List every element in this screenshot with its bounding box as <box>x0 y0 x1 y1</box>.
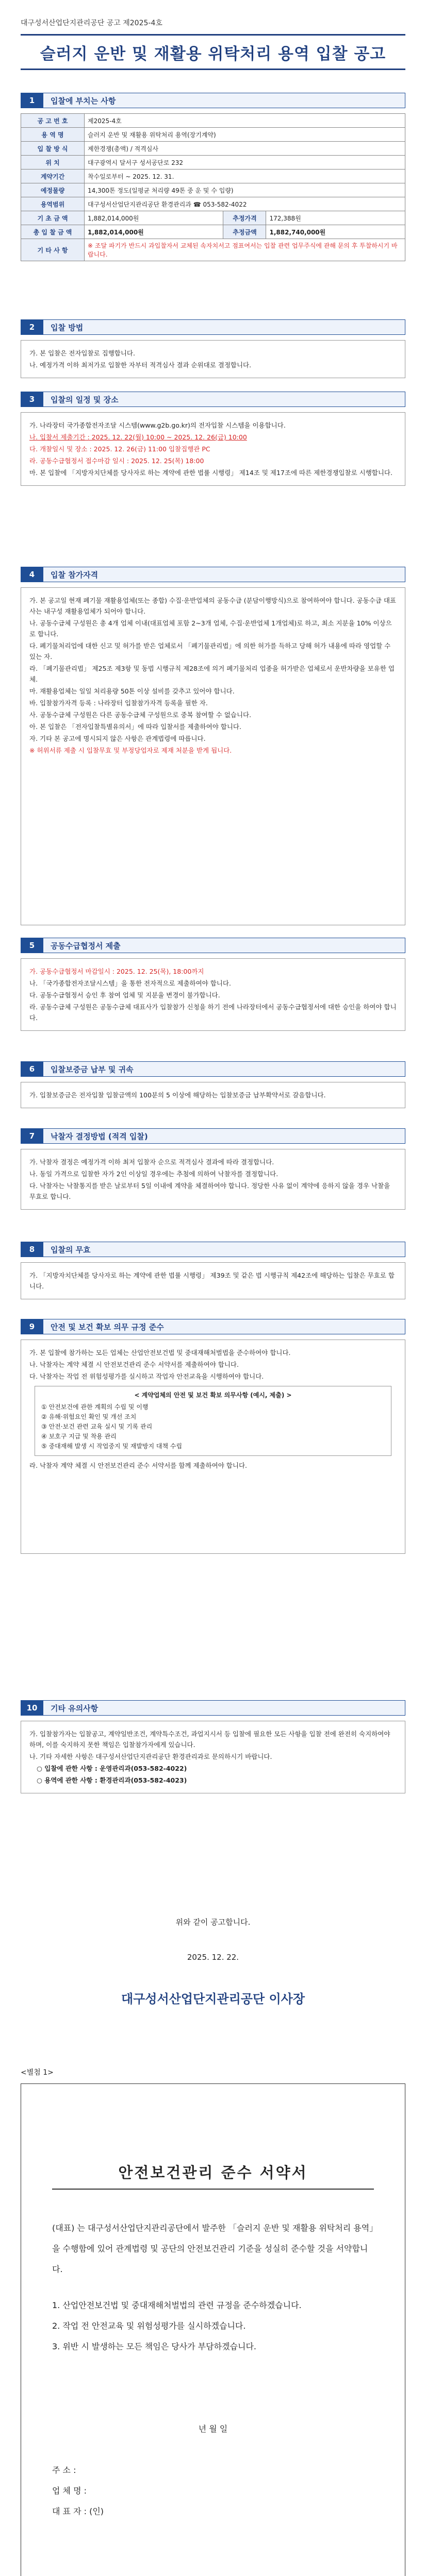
section-title: 입찰 방법 <box>43 319 405 335</box>
table-key: 공 고 번 호 <box>21 114 85 128</box>
text-line: 자. 기타 본 공고에 명시되지 않은 사항은 관계법령에 따릅니다. <box>29 735 206 742</box>
contact-line: ○ 용역에 관한 사항 : 환경관리과(053-582-4023) <box>37 1776 187 1784</box>
table-value: 제2025-4호 <box>85 114 405 128</box>
section-number: 4 <box>21 567 43 582</box>
section-number: 6 <box>21 1061 43 1077</box>
form-field-address: 주 소 : <box>52 2465 76 2475</box>
table-key: 예정물량 <box>21 183 85 197</box>
text-line: 다. 폐기물처리업에 대한 신고 및 허가를 받은 업체로서 「폐기물관리법」에 의한 허가를 득하고 당해 허가 내용에 따라 영업할 수 있는 자. <box>29 642 391 660</box>
section-number: 8 <box>21 1242 43 1257</box>
text-line: 마. 본 입찰에 「지방자치단체를 당사자로 하는 계약에 관한 법률 시행령」 제14조 및 제17조에 따른 제한경쟁입찰로 시행합니다. <box>29 469 392 477</box>
table-value: 14,300톤 정도(일평균 처리량 49톤 중 운 및 수 입량) <box>85 183 405 197</box>
text-line: ※ 허위서류 제출 시 입찰무효 및 부정당업자로 제재 처분을 받게 됩니다. <box>29 747 232 754</box>
text-line: 나. 「국가종합전자조달시스템」을 통한 전자적으로 제출하여야 합니다. <box>29 979 231 987</box>
text-line: 라. 공동수급협정서 접수마감 일시 : 2025. 12. 25(목) 18:00 <box>29 457 204 465</box>
table-key: 입 찰 방 식 <box>21 142 85 156</box>
table-key: 기 타 사 항 <box>21 239 85 261</box>
text-line: 가. 입찰보증금은 전자입찰 입찰금액의 100분의 5 이상에 해당하는 입찰보증금 납부확약서로 갈음합니다. <box>29 1091 326 1099</box>
text-line: 가. 공동수급협정서 마감일시 : 2025. 12. 25(목), 18:00까지 <box>29 968 204 975</box>
pledge-form <box>21 2083 405 2576</box>
table-value: 대구성서산업단지관리공단 환경관리과 ☎ 053-582-4022 <box>85 197 405 211</box>
table-value: 1,882,014,000원 <box>85 225 223 239</box>
table-value: 1,882,014,000원 <box>85 211 223 225</box>
text-line: 가. 나라장터 국가종합전자조달 시스템(www.g2b.go.kr)의 전자입찰 시스템을 이용합니다. <box>29 421 286 429</box>
closing-statement: 위와 같이 공고합니다. <box>175 1918 251 1927</box>
text-line: 가. 입찰참가자는 입찰공고, 계약일반조건, 계약특수조건, 과업지시서 등 입찰에 필요한 모든 사항을 입찰 전에 완전히 숙지하여야 하며, 이를 숙지하지 못한 책임은 입찰참가자에게 있습니다. <box>29 1730 390 1749</box>
section-title: 입찰에 부치는 사항 <box>43 93 405 108</box>
section-title: 공동수급협정서 제출 <box>43 938 405 953</box>
form-item: 2. 작업 전 안전교육 및 위험성평가를 실시하겠습니다. <box>52 2321 246 2331</box>
section-number: 9 <box>21 1319 43 1334</box>
box-line: ② 유해·위험요인 확인 및 개선 조치 <box>41 1413 137 1420</box>
page-title: 슬러지 운반 및 재활용 위탁처리 용역 입찰 공고 <box>21 34 405 70</box>
section-number: 10 <box>21 1700 43 1716</box>
text-line: 가. 본 공고일 현재 폐기물 재활용업체(또는 종합) 수집·운반업체의 공동수급 (분담이행방식)으로 참여하여야 합니다. 공동수급 대표사는 내구성 재활용업체가 되어야 합니다. <box>29 597 396 615</box>
section-title: 낙찰자 결정방법 (적격 입찰) <box>43 1128 405 1144</box>
form-date: 년 월 일 <box>198 2424 228 2434</box>
section-title: 안전 및 보건 확보 의무 규정 준수 <box>43 1319 405 1334</box>
text-line: 나. 입찰서 제출기간 : 2025. 12. 22(월) 10:00 ~ 2025. 12. 26(금) 10:00 <box>29 433 247 441</box>
text-line: 아. 본 입찰은 「전자입찰특별유의서」에 따라 입찰서를 제출하여야 합니다. <box>29 723 241 731</box>
obligation-box <box>35 1386 391 1456</box>
table-key: 위 치 <box>21 156 85 170</box>
section-title: 입찰의 일정 및 장소 <box>43 392 405 407</box>
table-value: 슬러지 운반 및 재활용 위탁처리 용역(장기계약) <box>85 128 405 142</box>
form-text: (대표) 는 대구성서산업단지관리공단에서 발주한 「슬러지 운반 및 재활용 위탁처리 용역」을 수행함에 있어 관계법령 및 공단의 안전보건관리 기준을 성실히 준수할 것을 서약합니다. <box>52 2223 374 2274</box>
text-line: 마. 재활용업체는 일일 처리용량 50톤 이상 설비를 갖추고 있어야 합니다. <box>29 687 235 695</box>
section-10 <box>21 1700 405 1793</box>
box-line: ③ 안전·보건 관련 교육 실시 및 기록 관리 <box>41 1423 153 1430</box>
table-value: 1,882,740,000원 <box>266 225 405 239</box>
box-line: ④ 보호구 지급 및 착용 관리 <box>41 1433 117 1440</box>
box-line: ① 안전보건에 관한 계획의 수립 및 이행 <box>41 1403 149 1411</box>
section-title: 입찰 참가자격 <box>43 567 405 582</box>
section-title: 입찰보증금 납부 및 귀속 <box>43 1061 405 1077</box>
text-line: 라. 낙찰자 계약 체결 시 안전보건관리 준수 서약서를 함께 제출하여야 합니다. <box>29 1462 248 1469</box>
section-6 <box>21 1061 405 1108</box>
text-line: 라. 공동수급체 구성원은 공동수급체 대표사가 입찰참가 신청을 하기 전에 나라장터에서 공동수급협정서에 대한 승인을 하여야 합니다. <box>29 1003 397 1022</box>
table-key: 추정금액 <box>223 225 266 239</box>
section-1 <box>21 93 405 261</box>
section-number: 3 <box>21 392 43 407</box>
text-line: 다. 개찰일시 및 장소 : 2025. 12. 26(금) 11:00 입찰집행관 PC <box>29 445 210 453</box>
table-key: 총 입 찰 금 액 <box>21 225 85 239</box>
text-line: 다. 낙찰자는 낙찰통지를 받은 날로부터 5일 이내에 계약을 체결하여야 합니다. 정당한 사유 없이 계약에 응하지 않을 경우 낙찰을 무효로 합니다. <box>29 1182 390 1200</box>
table-key: 추정가격 <box>223 211 266 225</box>
section-number: 1 <box>21 93 43 108</box>
text-line: 나. 동일 가격으로 입찰한 자가 2인 이상일 경우에는 추첨에 의하여 낙찰자를 결정합니다. <box>29 1170 278 1178</box>
text-line: 가. 본 입찰은 전자입찰로 집행합니다. <box>29 349 135 357</box>
section-number: 5 <box>21 938 43 953</box>
table-key: 기 초 금 액 <box>21 211 85 225</box>
section-title: 입찰의 무효 <box>43 1242 405 1257</box>
box-line: ⑤ 중대재해 발생 시 작업중지 및 재발방지 대책 수립 <box>41 1443 183 1450</box>
section-8 <box>21 1242 405 1299</box>
text-line: 사. 공동수급체 구성원은 다른 공동수급체 구성원으로 중복 참여할 수 없습니다. <box>29 711 252 719</box>
text-line: 가. 「지방자치단체를 당사자로 하는 계약에 관한 법률 시행령」 제39조 및 같은 법 시행규칙 제42조에 해당하는 입찰은 무효로 합니다. <box>29 1272 395 1290</box>
section-9 <box>21 1319 405 1554</box>
table-key: 용역범위 <box>21 197 85 211</box>
issuer-name: 대구성서산업단지관리공단 이사장 <box>121 1992 305 2006</box>
text-line: 나. 공동수급체 구성원은 총 4개 업체 이내(대표업체 포함 2~3개 업체, 수집·운반업체 1개업체)로 하고, 최소 지분율 10% 이상으로 합니다. <box>29 619 392 638</box>
table-key: 계약기간 <box>21 170 85 183</box>
table-value: ※ 조달 파기가 반드시 과입찰자서 교체된 속자치서고 점표여서는 입찰 관련 업무주식에 관해 문의 후 투찰하시기 바랍니다. <box>85 239 405 261</box>
text-line: 다. 공동수급협정서 승인 후 참여 업체 및 지분율 변경이 불가합니다. <box>29 991 220 999</box>
table-value: 착수일로부터 ~ 2025. 12. 31. <box>85 170 405 183</box>
form-item: 1. 산업안전보건법 및 중대재해처벌법의 관련 규정을 준수하겠습니다. <box>52 2300 302 2310</box>
section-number: 7 <box>21 1128 43 1144</box>
section-7 <box>21 1128 405 1210</box>
section-title: 기타 유의사항 <box>43 1700 405 1716</box>
section-5 <box>21 938 405 1031</box>
text-line: 바. 입찰참가자격 등록 : 나라장터 입찰참가자격 등록을 필한 자. <box>29 699 208 707</box>
section-4 <box>21 567 405 925</box>
section-number: 2 <box>21 319 43 335</box>
table-key: 용 역 명 <box>21 128 85 142</box>
text-line: 나. 예정가격 이하 최저가로 입찰한 자부터 적격심사 결과 순위대로 결정합니다. <box>29 361 252 369</box>
text-line: 가. 본 입찰에 참가하는 모든 업체는 산업안전보건법 및 중대재해처벌법을 준수하여야 합니다. <box>29 1349 291 1357</box>
text-line: 가. 낙찰자 결정은 예정가격 이하 최저 입찰자 순으로 적격심사 결과에 따라 결정합니다. <box>29 1158 274 1166</box>
table-value: 제한경쟁(총액) / 적격심사 <box>85 142 405 156</box>
section-3 <box>21 392 405 486</box>
notice-number: 대구성서산업단지관리공단 공고 제2025-4호 <box>21 19 162 27</box>
attachment-label: <별첨 1> <box>21 2069 54 2077</box>
form-item: 3. 위반 시 발생하는 모든 책임은 당사가 부담하겠습니다. <box>52 2342 256 2351</box>
form-field-representative: 대 표 자 : (인) <box>52 2506 104 2516</box>
text-line: 나. 낙찰자는 계약 체결 시 안전보건관리 준수 서약서를 제출하여야 합니다. <box>29 1361 239 1368</box>
text-line: 나. 기타 자세한 사항은 대구성서산업단지관리공단 환경관리과로 문의하시기 바랍니다. <box>29 1753 272 1760</box>
table-value: 대구광역시 달서구 성서공단로 232 <box>85 156 405 170</box>
box-title: < 계약업체의 안전 및 보건 확보 의무사항 (예시, 제출) > <box>134 1392 292 1399</box>
text-line: 라. 「폐기물관리법」 제25조 제3항 및 동법 시행규칙 제28조에 의거 폐기물처리 업종을 허가받은 업체로서 운반차량을 보유한 업체. <box>29 665 395 683</box>
section-2 <box>21 319 405 378</box>
table-value: 172,388원 <box>266 211 405 225</box>
overview-table <box>21 113 405 261</box>
contact-line: ○ 입찰에 관한 사항 : 운영관리과(053-582-4022) <box>37 1765 187 1772</box>
closing-date: 2025. 12. 22. <box>187 1953 239 1962</box>
form-title: 안전보건관리 준수 서약서 <box>52 2161 374 2190</box>
text-line: 다. 낙찰자는 작업 전 위험성평가를 실시하고 작업자 안전교육을 시행하여야 합니다. <box>29 1372 264 1380</box>
form-field-company: 업 체 명 : <box>52 2486 87 2496</box>
